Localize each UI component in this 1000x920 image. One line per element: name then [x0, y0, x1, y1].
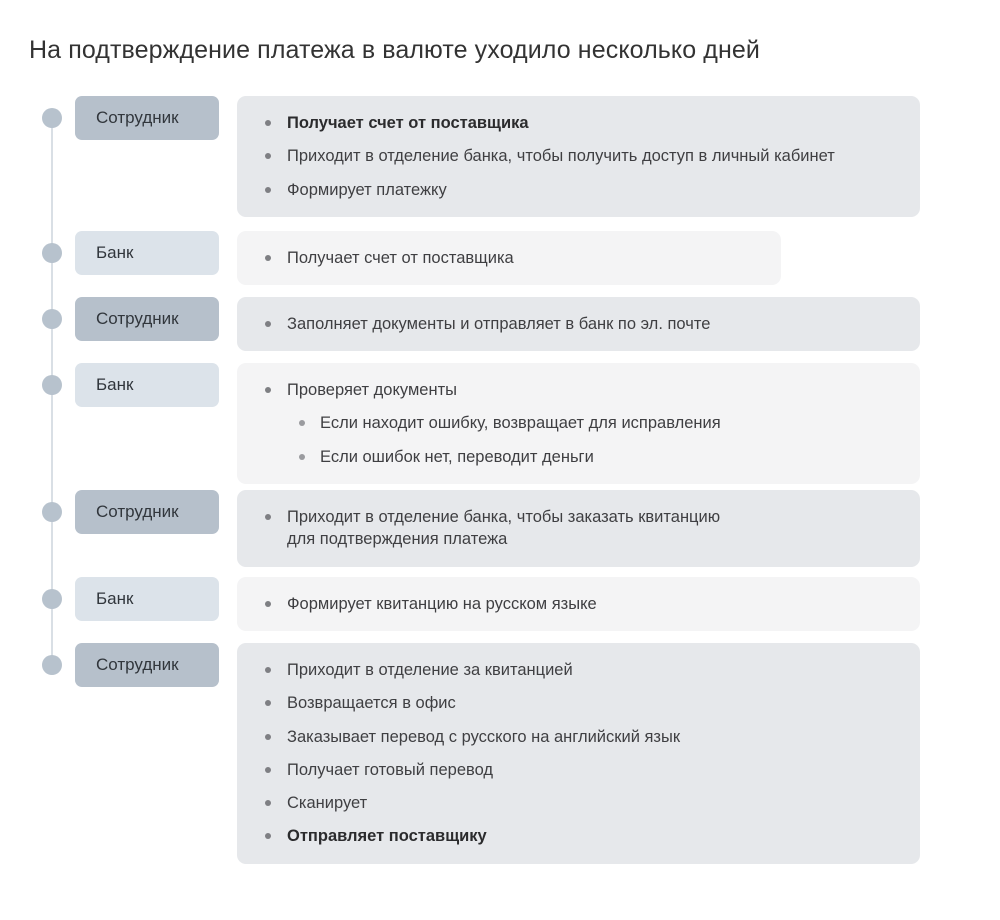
step-panel: [237, 577, 920, 631]
step-text: Сканирует: [287, 794, 368, 813]
step-text: Возвращается в офис: [287, 694, 456, 713]
step-list-item: [257, 179, 900, 201]
step-panel-cell: [237, 490, 971, 567]
step-panel-cell: [237, 96, 971, 217]
step-panel: [237, 297, 920, 351]
bullet-icon: [265, 800, 271, 806]
step-text: Проверяет документы: [287, 381, 457, 399]
step-text: Заказывает перевод с русского на английский язык: [287, 727, 681, 746]
step-panel: [237, 231, 781, 285]
step-list-item: [257, 247, 761, 269]
step-text: Получает счет от поставщика: [287, 114, 529, 132]
actor-badge[interactable]: Банк: [75, 363, 219, 407]
page-title: На подтверждение платежа в валюте уходило несколько дней: [29, 36, 760, 64]
timeline-dot-icon: [42, 243, 62, 263]
step-subtext: Если ошибок нет, переводит деньги: [320, 447, 594, 466]
timeline-row: [29, 363, 971, 484]
bullet-icon: [265, 120, 271, 126]
step-panel: [237, 96, 920, 217]
timeline-dot-cell: [29, 363, 75, 484]
timeline-row: [29, 96, 971, 217]
step-panel: [237, 643, 920, 864]
step-list-item: [257, 313, 900, 335]
step-text: Получает счет от поставщика: [287, 249, 514, 267]
actor-badge-cell: [75, 363, 237, 407]
actor-badge-cell: [75, 231, 237, 275]
step-list: [257, 506, 900, 551]
step-list: [257, 659, 900, 848]
actor-badge-cell: [75, 490, 237, 534]
step-list: [257, 112, 900, 201]
step-sublist: [287, 412, 900, 468]
actor-badge[interactable]: Сотрудник: [75, 297, 219, 341]
step-list: [257, 313, 900, 335]
bullet-icon: [265, 667, 271, 673]
step-list-item: [257, 379, 900, 468]
actor-badge-cell: [75, 643, 237, 687]
step-list-item: [257, 145, 900, 167]
step-text: Приходит в отделение банка, чтобы получить доступ в личный кабинет: [287, 147, 835, 166]
step-panel-cell: [237, 297, 971, 351]
step-sublist-item: [287, 412, 900, 434]
step-text: Формирует платежку: [287, 180, 447, 199]
step-list: [257, 379, 900, 468]
timeline-dot-icon: [42, 589, 62, 609]
sub-bullet-icon: [299, 420, 305, 426]
step-text: Формирует квитанцию на русском языке: [287, 595, 597, 613]
timeline-dot-cell: [29, 577, 75, 631]
step-sublist-item: [287, 446, 900, 468]
step-text-line-2: для подтверждения платежа: [287, 530, 508, 549]
step-list: [257, 247, 761, 269]
timeline-row: [29, 231, 971, 285]
timeline-row: [29, 577, 971, 631]
step-list-item: [257, 825, 900, 847]
actor-badge[interactable]: Сотрудник: [75, 490, 219, 534]
step-text: Получает готовый перевод: [287, 760, 494, 779]
timeline-dot-cell: [29, 643, 75, 864]
step-text: Заполняет документы и отправляет в банк по эл. почте: [287, 315, 711, 333]
timeline-dot-icon: [42, 108, 62, 128]
actor-badge-cell: [75, 577, 237, 621]
timeline-dot-cell: [29, 231, 75, 285]
step-text: Отправляет поставщику: [287, 827, 487, 846]
bullet-icon: [265, 387, 271, 393]
step-list-item: [257, 506, 900, 551]
bullet-icon: [265, 153, 271, 159]
timeline-dot-icon: [42, 309, 62, 329]
bullet-icon: [265, 734, 271, 740]
actor-badge[interactable]: Сотрудник: [75, 643, 219, 687]
step-list-item: [257, 112, 900, 134]
step-list-item: [257, 659, 900, 681]
timeline-dot-cell: [29, 297, 75, 351]
step-panel-cell: [237, 643, 971, 864]
step-panel: [237, 363, 920, 484]
timeline-dot-cell: [29, 490, 75, 567]
step-panel-cell: [237, 363, 971, 484]
bullet-icon: [265, 833, 271, 839]
bullet-icon: [265, 255, 271, 261]
sub-bullet-icon: [299, 454, 305, 460]
bullet-icon: [265, 187, 271, 193]
actor-badge[interactable]: Сотрудник: [75, 96, 219, 140]
step-text: Приходит в отделение банка, чтобы заказать квитанцию: [287, 508, 721, 526]
actor-badge[interactable]: Банк: [75, 231, 219, 275]
step-subtext: Если находит ошибку, возвращает для исправления: [320, 414, 721, 433]
step-list-item: [257, 792, 900, 814]
timeline-dot-icon: [42, 375, 62, 395]
bullet-icon: [265, 514, 271, 520]
timeline-row: [29, 643, 971, 864]
step-list-item: [257, 759, 900, 781]
actor-badge-cell: [75, 297, 237, 341]
step-list: [257, 593, 900, 615]
step-list-item: [257, 726, 900, 748]
bullet-icon: [265, 700, 271, 706]
step-list-item: [257, 692, 900, 714]
step-panel-cell: [237, 231, 971, 285]
timeline-row: [29, 490, 971, 567]
actor-badge-cell: [75, 96, 237, 140]
timeline-row: [29, 297, 971, 351]
actor-badge[interactable]: Банк: [75, 577, 219, 621]
bullet-icon: [265, 321, 271, 327]
timeline-dot-icon: [42, 655, 62, 675]
step-text: Приходит в отделение за квитанцией: [287, 661, 573, 679]
step-panel: [237, 490, 920, 567]
timeline-dot-cell: [29, 96, 75, 217]
timeline-dot-icon: [42, 502, 62, 522]
step-panel-cell: [237, 577, 971, 631]
bullet-icon: [265, 767, 271, 773]
bullet-icon: [265, 601, 271, 607]
step-list-item: [257, 593, 900, 615]
